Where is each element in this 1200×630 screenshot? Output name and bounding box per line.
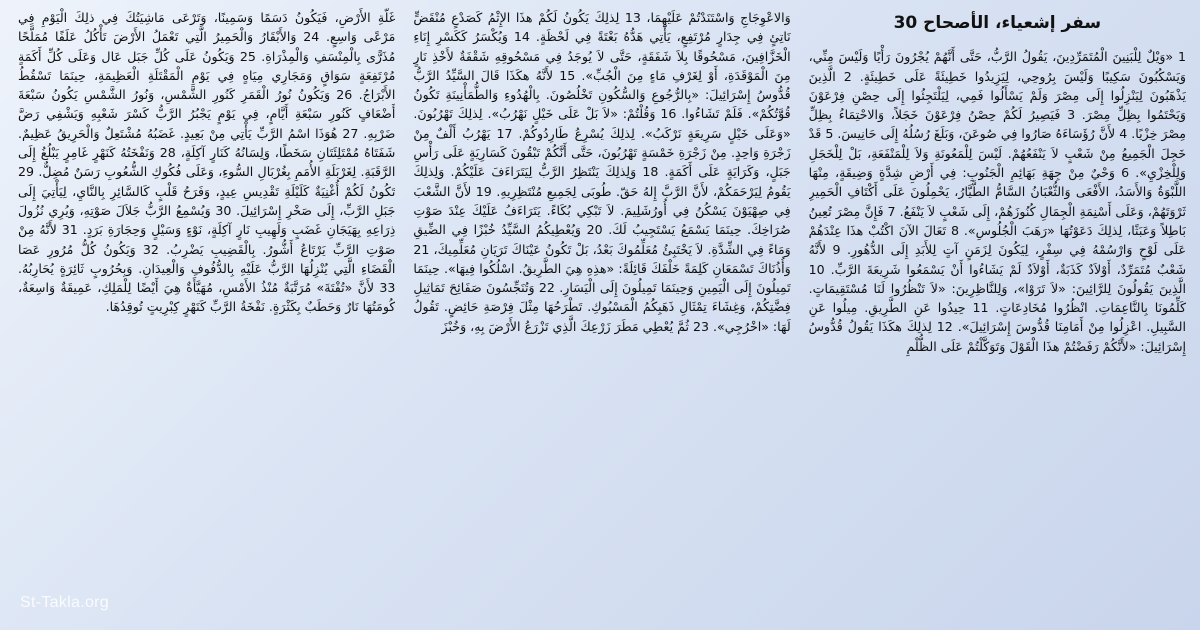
text-column-right xyxy=(809,8,1186,590)
text-column-3-body: غَلَّةِ الأَرْضِ، فَيَكُونُ دَسَمًا وَسَمِينًا، وَتَرْعَى مَاشِيَتُكَ فِي ذلِكَ الْيَوْمِ فِي مَرْعًى وَاسِعٍ. 24 وَالأَبْقَارُ وَالْحَمِيرُ الَّتِي تَعْمَلُ الأَرْضَ تَأْكُلُ عَلَفًا مُمَلَّحًا مُذَرًّى بِالْمِنْسَفِ وَالْمِذْرَاةِ. 25 وَيَكُونُ عَلَى كُلِّ جَبَل عَال وَعَلَى كُلِّ أَكَمَةٍ مُرْتَفِعَةٍ سَوَاقٍ وَمَجَارِي مِيَاهٍ فِي يَوْمِ الْمَقْتَلَةِ الْعَظِيمَةِ، حِينَمَا تَسْقُطُ الأَبْرَاجُ. 26 وَيَكُونُ نُورُ الْقَمَرِ كَنُورِ الشَّمْسِ، وَنُورُ الشَّمْسِ يَكُونُ سَبْعَةَ أَضْعَافٍ كَنُورِ سَبْعَةِ أَيَّامٍ، فِي يَوْمٍ يَجْبُرُ الرَّبُّ كَسْرَ شَعْبِهِ وَيَشْفِي رَضَّ ضَرْبِهِ. 27 هُوَذَا اسْمُ الرَّبِّ يَأْتِي مِنْ بَعِيدٍ. غَضَبُهُ مُشْتَعِلٌ وَالْحَرِيقُ عَظِيمٌ. شَفَتَاهُ مُمْتَلِئَتَانِ سَخَطًا، وَلِسَانُهُ كَنَارٍ آكِلَةٍ، 28 وَنَفْخَتُهُ كَنَهْرٍ غَامِرٍ يَبْلُغُ إِلَى الرَّقَبَةِ. لِغَرْبَلَةِ الأُمَمِ بِغُرْبَالِ السُّوءِ، وَعَلَى فُكُوكِ الشُّعُوبِ رَسَنٌ مُضِلٌّ. 29 تَكُونُ لَكُمْ أُغْنِيَةٌ كَلَيْلَةِ تَقْدِيسِ عِيدٍ، وَفَرَحُ قَلْبٍ كَالسَّائِرِ بِالنَّايِ، لِيَأْتِيَ إِلَى جَبَلِ الرَّبِّ، إِلَى صَخْرِ إِسْرَائِيلَ. 30 وَيُسْمِعُ الرَّبُّ جَلاَلَ صَوْتِهِ، وَيُرِي نُزُولَ ذِرَاعِهِ بِهَيَجَانِ غَضَبٍ وَلَهِيبِ نَارٍ آكِلَةٍ، نَوْءٍ وَسَيْلٍ وَحِجَارَةِ بَرَدٍ. 31 لأَنَّهُ مِنْ صَوْتِ الرَّبِّ يَرْتَاعُ أَشُّورُ. بِالْقَضِيبِ يَضْرِبُ. 32 وَيَكُونُ كُلُّ مُرُورِ عَصَا الْقَضَاءِ الَّتِي يُنْزِلُهَا الرَّبُّ عَلَيْهِ بِالدُّفُوفِ وَالْعِيدَانِ. وَبِحُرُوبٍ ثَائِرَةٍ يُحَارِبُهُ. 33 لأَنَّ «تُفْتَةَ» مُرَتَّبَةٌ مُنْذُ الأَمْسِ، مُهَيَّأَةٌ هِيَ أَيْضًا لِلْمَلِكِ، عَمِيقَةٌ وَاسِعَةٌ، كُومَتُهَا نَارٌ وَحَطَبٌ بِكَثْرَةٍ. نَفْخَةُ الرَّبِّ كَنَهْرٍ كِبْرِيتٍ تُوقِدُهَا. xyxy=(18,10,396,315)
text-column-middle xyxy=(413,8,790,590)
text-column-left xyxy=(18,8,395,590)
watermark: St-Takla.org xyxy=(20,594,109,611)
chapter-title: سفر إشعياء، الأصحاح 30 xyxy=(893,13,1102,33)
text-column-2-body: وَالاعْوِجَاجِ وَاسْتَنَدْتُمْ عَلَيْهِمَا، 13 لِذلِكَ يَكُونُ لَكُمْ هذَا الإِثْمُ كَصَدْعٍ مُنْقَضٍّ نَاتِئٍ فِي جِدَارٍ مُرْتَفِعٍ، يَأْتِي هَدُّهُ بَغْتَةً فِي لَحْظَةٍ. 14 وَيُكْسَرُ كَكَسْرِ إِنَاءِ الْخَزَّافِينَ، مَسْحُوقًا بِلاَ شَفَقَةٍ، حَتَّى لاَ يُوجَدُ فِي مَسْحُوقِهِ شَقْفَةٌ لأَخْذِ نَارٍ مِنَ الْمَوْقَدَةِ، أَوْ لِغَرْفِ مَاءٍ مِنَ الْجُبِّ». 15 لأَنَّهُ هكَذَا قَالَ السَّيِّدُ الرَّبُّ قُدُّوسُ إِسْرَائِيلَ: «بِالرُّجُوعِ وَالسُّكُونِ تَخْلُصُونَ. بِالْهُدُوءِ وَالطُّمَأْنِينَةِ تَكُونُ قُوَّتُكُمْ». فَلَمْ تَشَاءُوا. 16 وَقُلْتُمْ: «لاَ بَلْ عَلَى خَيْلٍ نَهْرُبُ». لِذلِكَ تَهْرُبُونَ. «وَعَلَى خَيْلٍ سَرِيعَةٍ نَرْكَبُ». لِذلِكَ يُسْرِعُ طَارِدُوكُمْ. 17 يَهْرُبُ أَلْفٌ مِنْ زَجْرَةِ وَاحِدٍ. مِنْ زَجْرَةِ خَمْسَةٍ تَهْرُبُونَ، حَتَّى أَنَّكُمْ تَبْقُونَ كَسَارِيَةٍ عَلَى رَأْسِ جَبَلٍ، وَكَرَايَةٍ عَلَى أَكَمَةٍ. 18 وَلِذلِكَ يَنْتَظِرُ الرَّبُّ لِيَتَرَاءَفَ عَلَيْكُمْ. وَلِذلِكَ يَقُومُ لِيَرْحَمَكُمْ، لأَنَّ الرَّبَّ إِلهُ حَقّ. طُوبَى لِجَمِيعِ مُنْتَظِرِيهِ. 19 لأَنَّ الشَّعْبَ فِي صِهْيَوْنَ يَسْكُنُ فِي أُورُشَلِيمَ. لاَ تَبْكِي بُكَاءً. يَتَرَاءَفُ عَلَيْكَ عِنْدَ صَوْتِ صُرَاخِكَ. حِينَمَا يَسْمَعُ يَسْتَجِيبُ لَكَ. 20 وَيُعْطِيكُمُ السَّيِّدُ خُبْزًا فِي الضِّيقِ وَمَاءً فِي الشِّدَّةِ. لاَ يَخْتَبِئُ مُعَلِّمُوكَ بَعْدُ، بَلْ تَكُونُ عَيْنَاكَ تَرَيَانِ مُعَلِّمِيكَ، 21 وَأُذُنَاكَ تَسْمَعَانِ كَلِمَةً خَلْفَكَ قَائِلَةً: «هذِهِ هِيَ الطَّرِيقُ. اسْلُكُوا فِيهَا». حِينَمَا تَمِيلُونَ إِلَى الْيَمِينِ وَحِينَمَا تَمِيلُونَ إِلَى الْيَسَارِ. 22 وَتُنَجِّسُونَ صَفَائِحَ تَمَاثِيلِ فِضَّتِكُمْ، وَغِشَاءَ تِمْثَالِ ذَهَبِكُمُ الْمَسْبُوكِ. تَطْرَحُهَا مِثْلَ فِرْصَةِ حَائِضٍ. تَقُولُ لَهَا: «اخْرُجِي». 23 ثُمَّ يُعْطِي مَطَرَ زَرْعِكَ الَّذِي تَزْرَعُ الأَرْضَ بِهِ، وَخُبْزَ xyxy=(413,10,791,334)
text-column-1-body: 1 «وَيْلٌ لِلْبَنِينَ الْمُتَمَرِّدِينَ، يَقُولُ الرَّبُّ، حَتَّى أَنَّهُمْ يُجْرُونَ رَأْيًا وَلَيْسَ مِنِّي، وَيَسْكُبُونَ سَكِيبًا وَلَيْسَ بِرُوحِي، لِيَزِيدُوا خَطِيئَةً عَلَى خَطِيئَةٍ. 2 الَّذِينَ يَذْهَبُونَ لِيَنْزِلُوا إِلَى مِصْرَ وَلَمْ يَسْأَلُوا فَمِي، لِيَلْتَجِئُوا إِلَى حِصْنِ فِرْعَوْنَ وَيَحْتَمُوا بِظِلِّ مِصْرَ. 3 فَيَصِيرُ لَكُمْ حِصْنُ فِرْعَوْنَ خَجَلاً، وَالاحْتِمَاءُ بِظِلِّ مِصْرَ خِزْيًا. 4 لأَنَّ رُؤَسَاءَهُ صَارُوا فِي صُوعَنَ، وَبَلَغَ رُسُلُهُ إِلَى حَانِيسَ. 5 قَدْ خَجِلَ الْجَمِيعُ مِنْ شَعْبٍ لاَ يَنْفَعُهُمْ. لَيْسَ لِلْمَعُونَةِ وَلاَ لِلْمَنْفَعَةِ، بَلْ لِلْخَجَلِ وَلِلْخِزْيِ». 6 وَحْيٌ مِنْ جِهَةِ بَهَائِمِ الْجَنُوبِ: فِي أَرْضِ شِدَّةٍ وَضِيقَةٍ، مِنْهَا اللَّبْوَةُ وَالأَسَدُ، الأَفْعَى وَالثُّعْبَانُ السَّامُّ الطَّيَّارُ، يَحْمِلُونَ عَلَى أَكْتَافِ الْحَمِيرِ ثَرْوَتَهُمْ، وَعَلَى أَسْنِمَةِ الْجِمَالِ كُنُوزَهُمْ، إِلَى شَعْبٍ لاَ يَنْفَعُ. 7 فَإِنَّ مِصْرَ تُعِينُ بَاطِلاً وَعَبَثًا، لِذلِكَ دَعَوْتُهَا «رَهَبَ الْجُلُوسِ». 8 تَعَالَ الآنَ اكْتُبْ هذَا عِنْدَهُمْ عَلَى لَوْحٍ وَارْسُمْهُ فِي سِفْرٍ، لِيَكُونَ لِزَمَنٍ آتٍ لِلأَبَدِ إِلَى الدُّهُورِ. 9 لأَنَّهُ شَعْبٌ مُتَمَرِّدٌ، أَوْلاَدٌ كَذَبَةٌ، أَوْلاَدٌ لَمْ يَشَاءُوا أَنْ يَسْمَعُوا شَرِيعَةَ الرَّبِّ. 10 الَّذِينَ يَقُولُونَ لِلرَّائِينَ: «لاَ تَرَوْا»، وَلِلنَّاظِرِينَ: «لاَ تَنْظُرُوا لَنَا مُسْتَقِيمَاتٍ. كَلِّمُونَا بِالنَّاعِمَاتِ. انْظُرُوا مُخَادِعَاتٍ. 11 حِيدُوا عَنِ الطَّرِيقِ. مِيلُوا عَنِ السَّبِيلِ. اعْزِلُوا مِنْ أَمَامِنَا قُدُّوسَ إِسْرَائِيلَ». 12 لِذلِكَ هكَذَا يَقُولُ قُدُّوسُ إِسْرَائِيلَ: «لأَنَّكُمْ رَفَضْتُمْ هذَا الْقَوْلَ وَتَوَكَّلْتُمْ عَلَى الظُّلْمِ xyxy=(808,49,1186,354)
text-columns xyxy=(18,8,1186,590)
